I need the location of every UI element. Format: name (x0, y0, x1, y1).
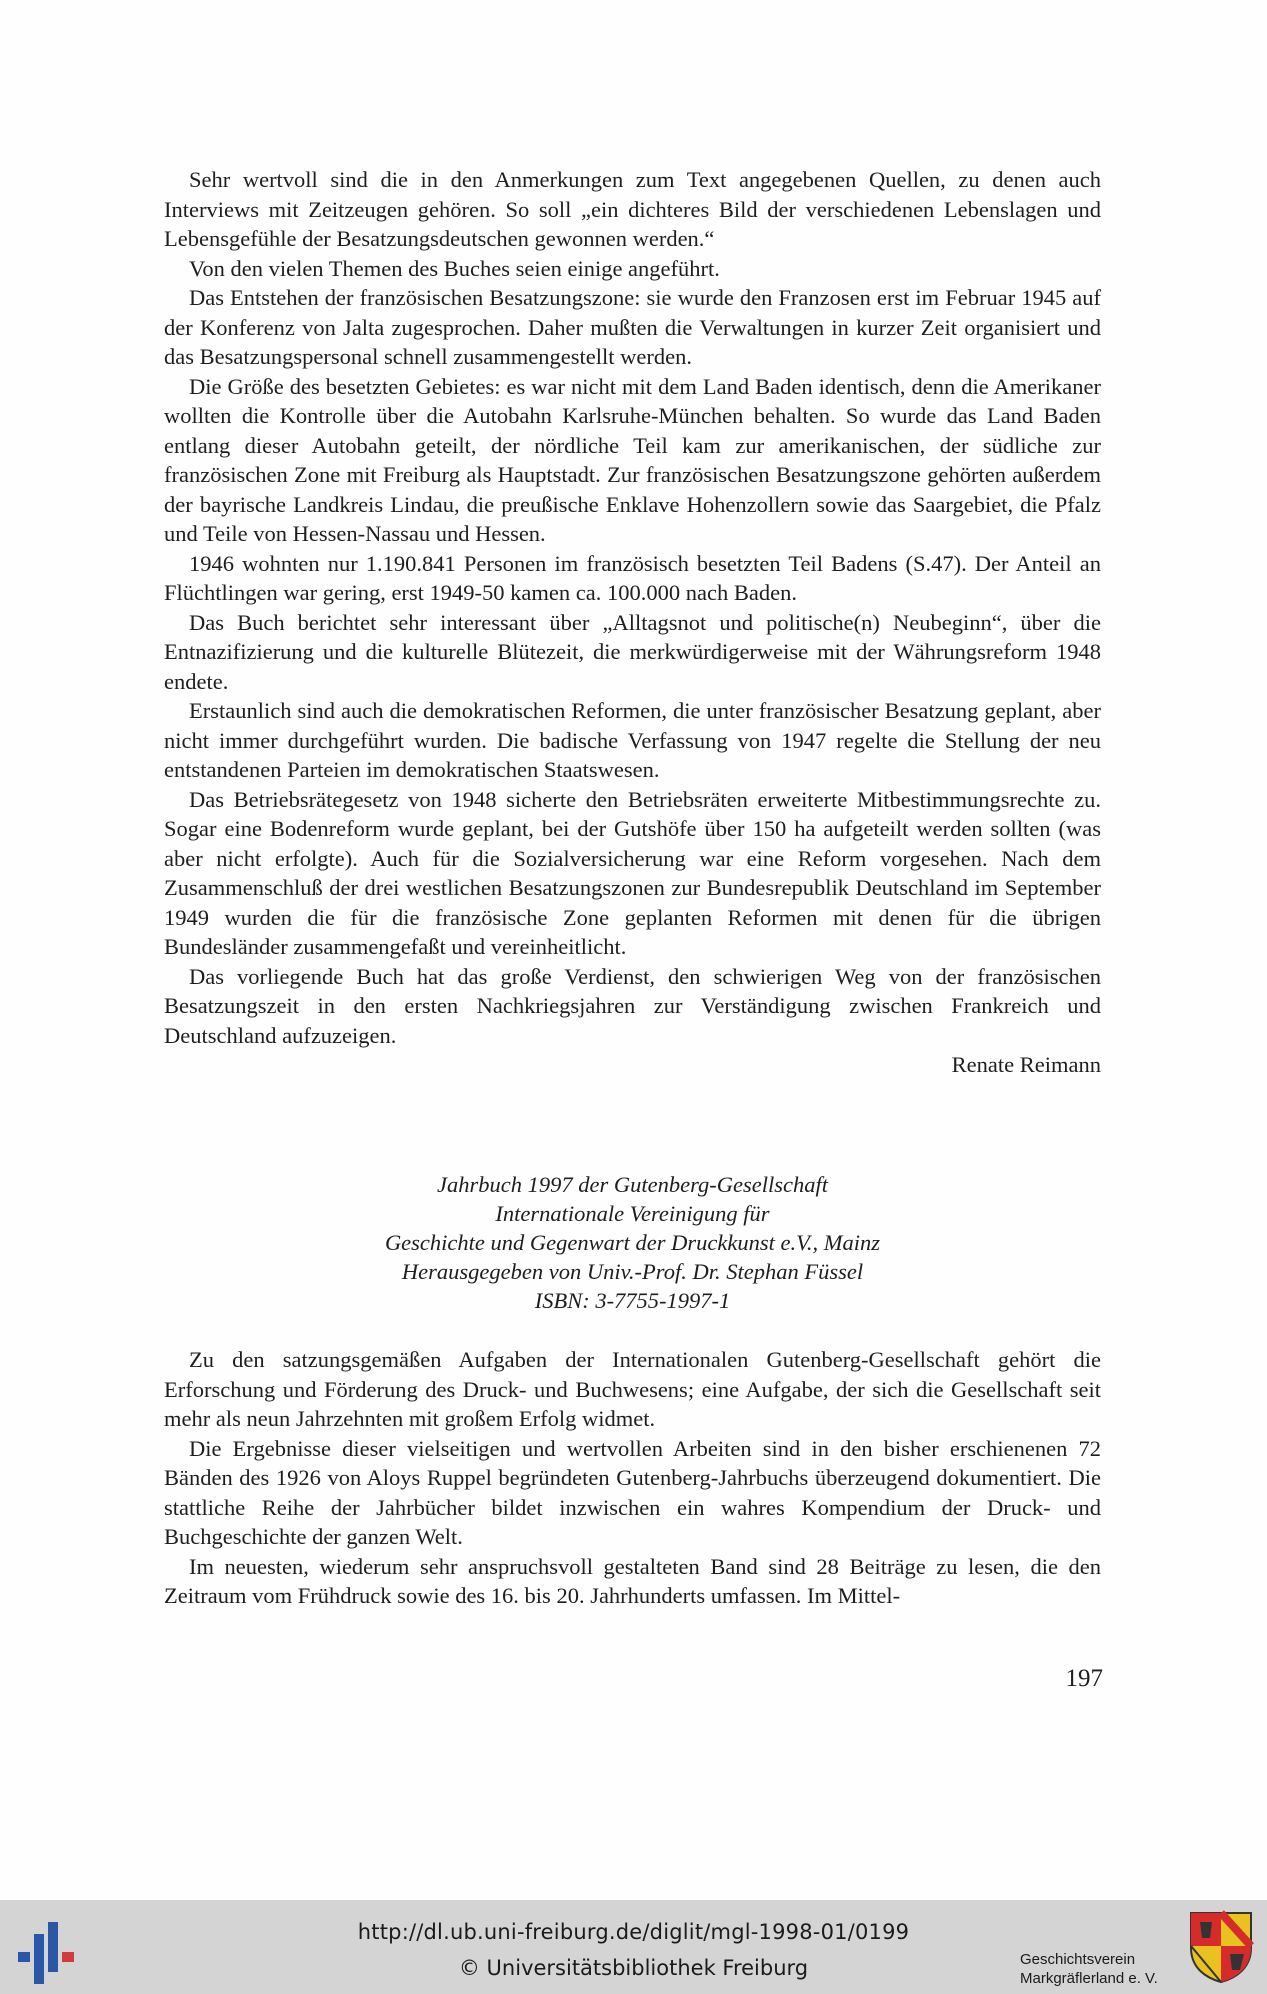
review-paragraph: Im neuesten, wiederum sehr anspruchsvoll gestalteten Band sind 28 Beiträge zu lesen, die den Zeitraum vom Frühdruck sowie des 16. bis 20. Jahrhunderts umfassen. Im Mittel- (164, 1553, 1101, 1608)
book-title: Jahrbuch 1997 der Gutenberg-Gesellschaft (437, 1172, 828, 1197)
coat-of-arms-icon[interactable] (1188, 1910, 1254, 1984)
viewer-footer (0, 1900, 1267, 1994)
society-name (1020, 1950, 1158, 1988)
review-paragraph: Zu den satzungsgemäßen Aufgaben der Internationalen Gutenberg-Gesellschaft gehört die Erforschung und Förderung des Druck- und Buchwesens; eine Aufgabe, der sich die Gesellschaft seit mehr als neun Jahrzehnten mit großem Erfolg widmet. (164, 1347, 1101, 1431)
book-review-2 (164, 1345, 1101, 1611)
book-isbn: ISBN: 3-7755-1997-1 (534, 1288, 731, 1313)
review-paragraph: Das Buch berichtet sehr interessant über „Alltagsnot und politische(n) Neubeginn“, über die Entnazifizierung und die kulturelle Blütezeit, die merkwürdigerweise mit der Währungsreform 1948 endete. (164, 609, 1101, 694)
copyright-notice: © Universitätsbibliothek Freiburg (458, 1956, 809, 1980)
review-paragraph: 1946 wohnten nur 1.190.841 Personen im französisch besetzten Teil Badens (S.47). Der Anteil an Flüchtlingen war gering, erst 1949-50 kamen ca. 100.000 nach Baden. (164, 550, 1101, 605)
review-paragraph: Die Ergebnisse dieser vielseitigen und wertvollen Arbeiten sind in den bisher erschienenen 72 Bänden des 1926 von Aloys Ruppel begründeten Gutenberg-Jahrbuchs überzeugend dokumentiert. Die stattliche Reihe der Jahrbücher bildet inzwischen ein wahres Kompendium der Druck- und Buchgeschichte der ganzen Welt. (164, 1435, 1101, 1549)
review-paragraph: Sehr wertvoll sind die in den Anmerkungen zum Text angegebenen Quellen, zu denen auch Interviews mit Zeitzeugen gehören. So soll „ein dichteres Bild der verschiedenen Lebenslagen und Lebensgefühle der Besatzungsdeutschen gewonnen werden.“ (164, 167, 1101, 251)
society-name-line: Geschichtsverein (1020, 1951, 1136, 1968)
review-paragraph: Das Betriebsrätegesetz von 1948 sicherte den Betriebsräten erweiterte Mitbestimmungsrechte zu. Sogar eine Bodenreform wurde geplant, bei der Gutshöfe über 150 ha aufgeteilt werden sollten (was aber nicht erfolgte). Auch für die Sozialversicherung war eine Reform vorgesehen. Nach dem Zusammenschluß der drei westlichen Besatzungszonen zur Bundesrepublik Deutschland im September 1949 wurden die für die französische Zone geplanten Reformen mit denen für die übrigen Bundesländer zusammengefaßt und vereinheitlicht. (164, 786, 1101, 959)
book-subtitle: Geschichte und Gegenwart der Druckkunst e.V., Mainz (384, 1230, 881, 1255)
review-paragraph: Die Größe des besetzten Gebietes: es war nicht mit dem Land Baden identisch, denn die Amerikaner wollten die Kontrolle über die Autobahn Karlsruhe-München behalten. So wurde das Land Baden entlang dieser Autobahn geteilt, der nördliche Teil kam zur amerikanischen, der südliche zur französischen Zone mit Freiburg als Hauptstadt. Zur französischen Besatzungszone gehörten außerdem der bayrische Landkreis Lindau, die preußische Enklave Hohenzollern sowie das Saargebiet, die Pfalz und Teile von Hessen-Nassau und Hessen. (164, 373, 1101, 546)
document-url-link[interactable]: http://dl.ub.uni-freiburg.de/diglit/mgl-1998-01/0199 (357, 1920, 910, 1944)
review-paragraph: Von den vielen Themen des Buches seien einige angeführt. (189, 255, 720, 281)
book-review-1 (164, 165, 1101, 1080)
book-subtitle: Internationale Vereinigung für (495, 1201, 770, 1226)
society-name-line: Markgräflerland e. V. (1020, 1970, 1158, 1987)
book-citation-header (164, 1170, 1101, 1315)
book-editor: Herausgegeben von Univ.-Prof. Dr. Stephan Füssel (401, 1259, 864, 1284)
review-paragraph: Das Entstehen der französischen Besatzungszone: sie wurde den Franzosen erst im Februar 1945 auf der Konferenz von Jalta zugesprochen. Daher mußten die Verwaltungen in kurzer Zeit organisiert und das Besatzungspersonal schnell zusammengestellt werden. (164, 285, 1101, 369)
page-number: 197 (1065, 1665, 1103, 1692)
review-paragraph: Das vorliegende Buch hat das große Verdienst, den schwierigen Weg von der französischen Besatzungszeit in den ersten Nachkriegsjahren zur Verständigung zwischen Frankreich und Deutschland aufzuzeigen. (164, 963, 1101, 1048)
review-author-signature: Renate Reimann (951, 1052, 1101, 1077)
review-paragraph: Erstaunlich sind auch die demokratischen Reformen, die unter französischer Besatzung geplant, aber nicht immer durchgeführt wurden. Die badische Verfassung von 1947 regelte die Stellung der neu entstandenen Parteien im demokratischen Staatswesen. (164, 698, 1101, 782)
